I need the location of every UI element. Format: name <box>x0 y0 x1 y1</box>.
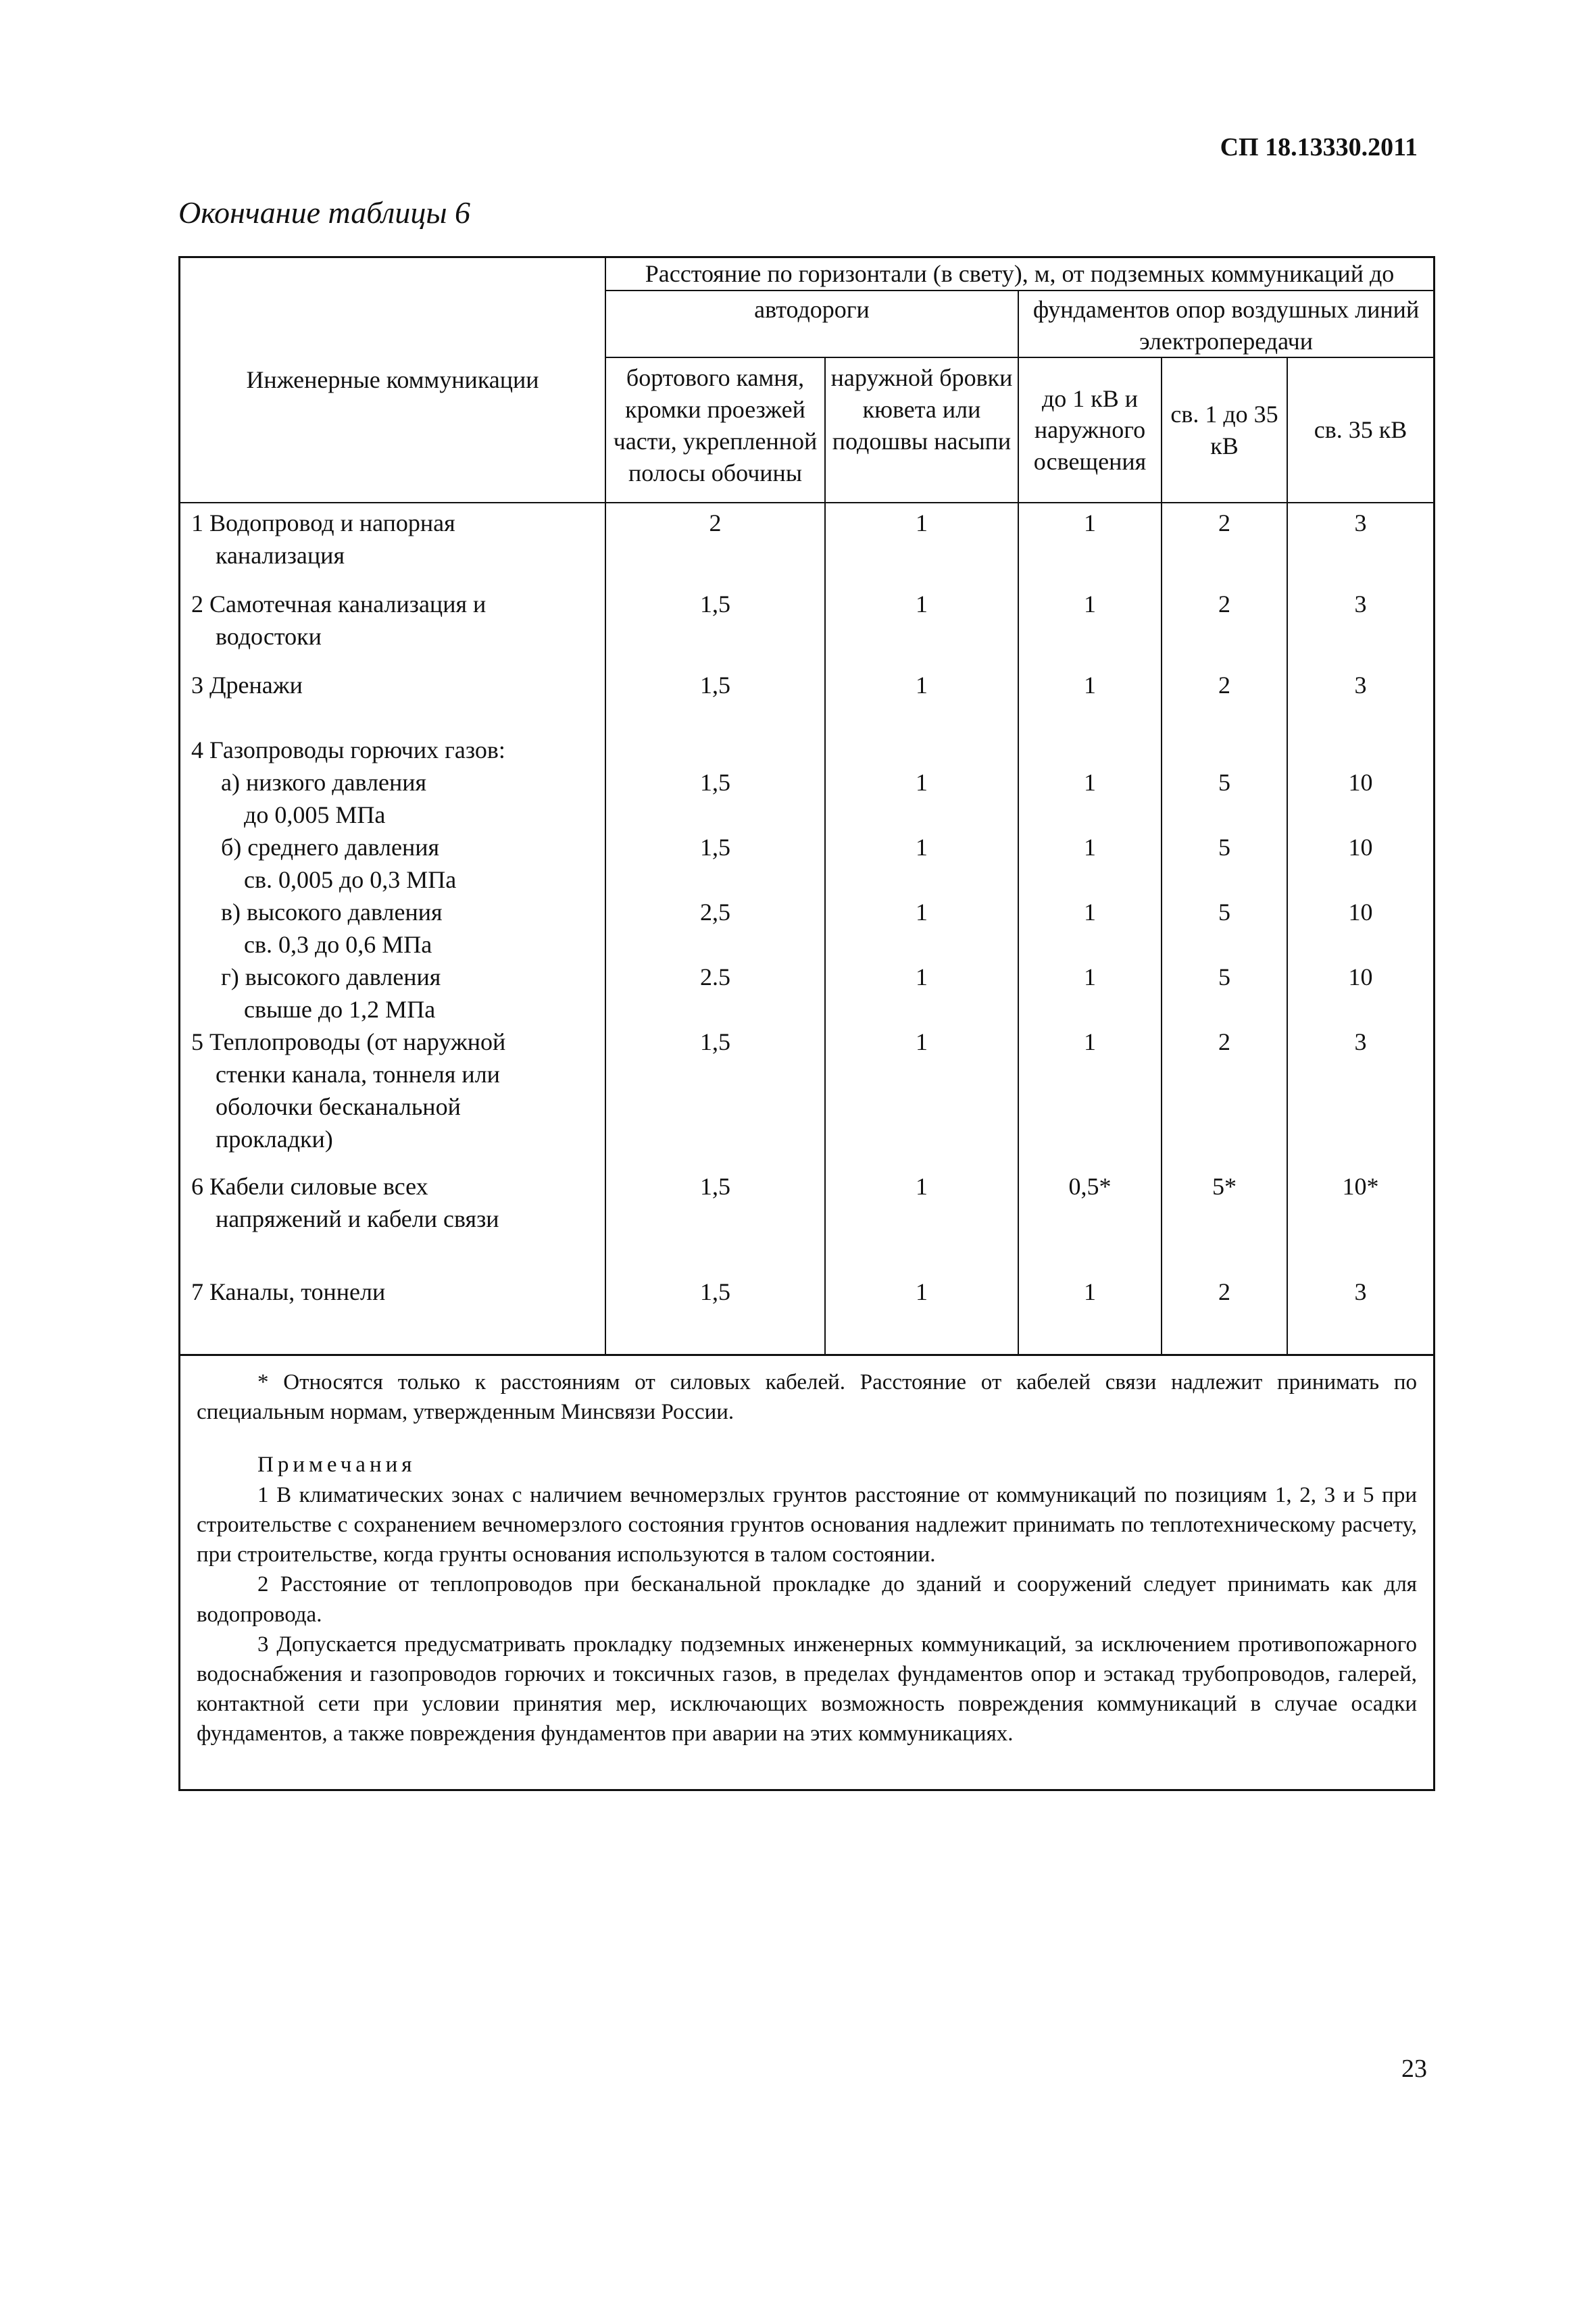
table-cell-value: 1 <box>1084 509 1096 537</box>
table-cell-value: 3 <box>1354 590 1367 618</box>
table-cell-value: 1,5 <box>700 769 730 797</box>
utility-name-line: канализация <box>216 542 345 570</box>
table-cell-value: 10 <box>1348 769 1373 797</box>
utility-name-line: водостоки <box>216 623 322 651</box>
utility-name-line: оболочки бесканальной <box>216 1093 461 1121</box>
column-header-up-to-1kv <box>1018 357 1162 503</box>
utility-name-line: до 0,005 МПа <box>244 801 386 829</box>
table-cell-value: 1 <box>916 963 928 991</box>
utility-name-line: 5 Теплопроводы (от наружной <box>191 1028 506 1056</box>
subgroup-header-roads <box>605 291 1018 358</box>
table-frame <box>178 256 1435 1791</box>
utility-name-line: 2 Самотечная канализация и <box>191 590 487 618</box>
table-cell-value: 5 <box>1218 769 1230 797</box>
utility-name-line: прокладки) <box>216 1126 333 1153</box>
utility-name-line: св. 0,005 до 0,3 МПа <box>244 866 457 894</box>
utility-name-line: напряжений и кабели связи <box>216 1205 499 1233</box>
table-cell-value: 1 <box>916 899 928 926</box>
column-header-over-35kv <box>1287 357 1433 503</box>
table-caption: Окончание таблицы 6 <box>178 195 470 230</box>
table-cell-value: 3 <box>1354 1278 1367 1306</box>
table-cell-value: 10 <box>1348 834 1373 861</box>
table-cell-value: 1 <box>916 672 928 699</box>
column-header-label: св. 1 до 35 кВ <box>1170 401 1278 459</box>
utilities-column <box>180 503 605 1355</box>
table-cell-value: 2 <box>1218 1028 1230 1056</box>
utility-name-line: г) высокого давления <box>221 963 441 991</box>
table-cell-value: 3 <box>1354 672 1367 699</box>
table-cell-value: 10 <box>1348 899 1373 926</box>
table-cell-value: 1 <box>1084 834 1096 861</box>
utility-name-line: 4 Газопроводы горючих газов: <box>191 736 505 764</box>
utility-name-line: 6 Кабели силовые всех <box>191 1173 428 1201</box>
table-cell-value: 2 <box>709 509 722 537</box>
distance-table <box>180 258 1433 1356</box>
table-cell-value: 1 <box>1084 1278 1096 1306</box>
table-cell-value: 5* <box>1212 1173 1237 1201</box>
utility-name-line: а) низкого давления <box>221 769 427 797</box>
column-header-label: до 1 кВ и наружного освещения <box>1033 384 1147 476</box>
table-cell-value: 1,5 <box>700 1173 730 1201</box>
group-header-label: Расстояние по горизонтали (в свету), м, от подземных коммуникаций до <box>645 260 1395 287</box>
table-cell-value: 1,5 <box>700 672 730 699</box>
table-cell-value: 1 <box>916 1173 928 1201</box>
table-cell-value: 3 <box>1354 509 1367 537</box>
utility-name-line: свыше до 1,2 МПа <box>244 996 436 1024</box>
document-code: СП 18.13330.2011 <box>1220 133 1418 161</box>
table-cell-value: 1 <box>916 1028 928 1056</box>
table-cell-value: 1 <box>1084 963 1096 991</box>
column-header-1-35kv <box>1162 357 1287 503</box>
utility-name-line: стенки канала, тоннеля или <box>216 1061 500 1088</box>
table-cell-value: 2,5 <box>700 899 730 926</box>
table-cell-value: 1,5 <box>700 1278 730 1306</box>
column-header-curb <box>605 357 825 503</box>
values-column-up-to-1kv <box>1018 503 1162 1355</box>
note-item: 2 Расстояние от теплопроводов при бесканальной прокладке до зданий и сооружений следует принимать как для водопровода. <box>197 1572 1417 1627</box>
table-cell-value: 1,5 <box>700 1028 730 1056</box>
table-cell-value: 0,5* <box>1068 1173 1112 1201</box>
column-header-label: св. 35 кВ <box>1314 416 1407 444</box>
table-cell-value: 2 <box>1218 590 1230 618</box>
values-column-curb <box>605 503 825 1355</box>
values-column-ditch <box>825 503 1018 1355</box>
table-cell-value: 2 <box>1218 1278 1230 1306</box>
table-cell-value: 1 <box>1084 769 1096 797</box>
table-cell-value: 1 <box>916 1278 928 1306</box>
utility-name-line: св. 0,3 до 0,6 МПа <box>244 931 432 959</box>
note-item: 3 Допускается предусматривать прокладку подземных инженерных коммуникаций, за исключением противопожарного водоснабжения и газопроводов горючих и токсичных газов, в пределах фундаментов опор и эстакад трубопроводов, галерей, контактной сети при условии принятия мер, исключающих возможность повреждения коммуникаций в случае осадки фундаментов, а также повреждения фундаментов при аварии на этих коммуникациях. <box>197 1632 1417 1746</box>
table-cell-value: 1 <box>916 509 928 537</box>
notes-heading: Примечания <box>257 1453 416 1478</box>
table-cell-value: 1 <box>1084 1028 1096 1056</box>
table-cell-value: 3 <box>1354 1028 1367 1056</box>
utility-name-line: 1 Водопровод и напорная <box>191 509 455 537</box>
values-column-over-35kv <box>1287 503 1433 1355</box>
utility-name-line: б) среднего давления <box>221 834 440 861</box>
note-item: 1 В климатических зонах с наличием вечномерзлых грунтов расстояние от коммуникаций по позициям 1, 2, 3 и 5 при строительстве с сохранением вечномерзлого состояния грунтов основания надлежит принимать по теплотехническому расчету, при строительстве, когда грунты основания используются в талом состоянии. <box>197 1482 1417 1567</box>
utility-name-line: в) высокого давления <box>221 899 443 926</box>
values-column-1-35kv <box>1162 503 1287 1355</box>
column-header-label: наружной бровки кювета или подошвы насыпи <box>830 364 1013 455</box>
table-cell-value: 1,5 <box>700 834 730 861</box>
column-header-utilities <box>180 258 605 503</box>
table-cell-value: 2.5 <box>700 963 730 991</box>
table-cell-value: 2 <box>1218 509 1230 537</box>
table-cell-value: 10 <box>1348 963 1373 991</box>
utility-name-line: 3 Дренажи <box>191 672 303 699</box>
table-cell-value: 10* <box>1342 1173 1379 1201</box>
notes-section <box>197 1367 1417 1749</box>
table-cell-value: 1 <box>1084 899 1096 926</box>
table-cell-value: 1 <box>916 769 928 797</box>
column-header-utilities-label: Инженерные коммуникации <box>246 366 539 394</box>
footnote: * Относятся только к расстояниям от силовых кабелей. Расстояние от кабелей связи надлежит принимать по специальным нормам, утвержденным Минсвязи России. <box>197 1370 1417 1425</box>
table-cell-value: 1 <box>1084 672 1096 699</box>
column-header-ditch <box>825 357 1018 503</box>
table-cell-value: 1 <box>916 590 928 618</box>
table-cell-value: 1 <box>1084 590 1096 618</box>
column-header-label: бортового камня, кромки проезжей части, укрепленной полосы обочины <box>613 364 818 486</box>
table-cell-value: 2 <box>1218 672 1230 699</box>
table-cell-value: 5 <box>1218 899 1230 926</box>
group-header <box>605 258 1433 291</box>
subgroup-header-roads-label: автодороги <box>754 295 870 323</box>
utility-name-line: 7 Каналы, тоннели <box>191 1278 386 1306</box>
page-number: 23 <box>1401 2055 1427 2083</box>
table-cell-value: 5 <box>1218 834 1230 861</box>
subgroup-header-poles <box>1018 291 1433 358</box>
table-cell-value: 1,5 <box>700 590 730 618</box>
table-cell-value: 1 <box>916 834 928 861</box>
subgroup-header-poles-label: фундаментов опор воздушных линий электропередачи <box>1032 295 1420 355</box>
table-cell-value: 5 <box>1218 963 1230 991</box>
